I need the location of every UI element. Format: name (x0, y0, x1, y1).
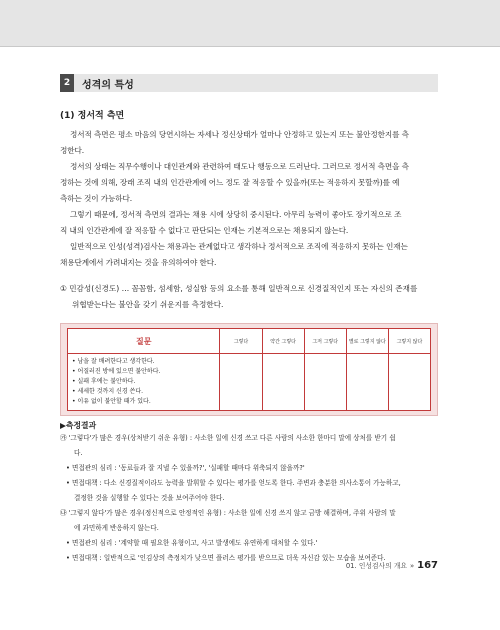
column-header: 그렇다 (220, 329, 262, 354)
result-line: ㉯ '그렇지 않다'가 많은 경우(정신적으로 안정적인 유형) : 사소한 일에 신경 쓰지 않고 금방 해결하며, 주위 사람의 말 (60, 509, 396, 517)
footer-arrow: » (409, 562, 415, 570)
paragraph-line: 그렇기 때문에, 정서적 측면의 결과는 채용 시에 상당히 중시된다. 아무리 능력이 좋아도 장기적으로 조 (70, 210, 402, 219)
question-item: • 어질러진 방에 있으면 불안하다. (72, 368, 161, 375)
question-item: • 이유 없이 불안할 때가 있다. (72, 398, 151, 405)
table-header-row (68, 329, 431, 354)
section-title: 성격의 특성 (82, 79, 134, 91)
section-number: 2 (60, 74, 74, 92)
paragraph-line: 직 내의 인간관계에 잘 적응할 수 없다고 판단되는 인재는 기본적으로는 채용되지 않는다. (60, 226, 349, 235)
questionnaire-box (60, 323, 438, 416)
results-title: ▶측정결과 (60, 421, 97, 430)
result-line: ㉮ '그렇다'가 많은 경우(상처받기 쉬운 유형) : 사소한 일에 신경 쓰고 다른 사람의 사소한 한마디 말에 상처를 받기 쉽 (60, 434, 396, 442)
paragraph-2 (60, 159, 438, 207)
paragraph-line: 정서적 측면은 평소 마음의 당연시하는 자세나 정신상태가 얼마나 안정하고 있는지 또는 불안정한지를 측 (70, 130, 409, 139)
result-bullet: • 면접관의 심리 : '동료들과 잘 지낼 수 있을까?', '실패할 때마다 위축되지 않을까?' (66, 464, 305, 472)
body-paragraphs (60, 127, 438, 271)
result-bullet: • 면접대책 : 일반적으로 '인김상의 측정치가 낮으면 플러스 평가를 받으므로 더욱 자신감 있는 모습을 보여준다. (66, 554, 386, 562)
page-number: 167 (417, 560, 438, 571)
answer-cell[interactable] (388, 354, 430, 411)
paragraph-line: 일반적으로 인성(성격)검사는 채용과는 관계없다고 생각하나 정서적으로 조직에 적응하지 못하는 인재는 (70, 242, 408, 251)
answer-cell[interactable] (220, 354, 262, 411)
question-item: • 남을 잘 배려한다고 생각한다. (72, 358, 155, 365)
page-body (60, 74, 438, 566)
column-header: 그저 그렇다 (304, 329, 346, 354)
result-continuation: 다. (74, 449, 83, 457)
question-header: 질문 (68, 329, 220, 354)
question-items-cell (68, 354, 220, 411)
result-bullet: • 면접관의 심리 : '계약할 때 필요한 유형이고, 사고 발생에도 유연하게 대처할 수 있다.' (66, 539, 318, 547)
result-continuation: 결정한 것을 실행할 수 있다는 것을 보여주어야 한다. (74, 494, 225, 502)
chapter-label: 01. 인성검사의 개요 (345, 562, 407, 570)
result-continuation: 에 과민하게 반응하지 않는다. (74, 524, 159, 532)
sensitivity-item (60, 281, 438, 313)
question-item: • 세세한 것까지 신경 쓴다. (72, 388, 144, 395)
section-heading (60, 74, 438, 92)
answer-cell[interactable] (346, 354, 388, 411)
column-header: 그렇지 않다 (388, 329, 430, 354)
answer-cell[interactable] (304, 354, 346, 411)
item-line: 위협받는다는 불안을 갖기 쉬운지를 측정한다. (72, 300, 224, 309)
top-header-band (0, 0, 500, 47)
table-row (68, 354, 431, 411)
page-footer (346, 560, 438, 571)
answer-cell[interactable] (262, 354, 304, 411)
questionnaire-table (67, 328, 431, 411)
paragraph-line: 측하는 것이 가능하다. (60, 194, 133, 203)
paragraph-line: 채용단계에서 가려내지는 것을 유의하여야 한다. (60, 258, 217, 267)
paragraph-4 (60, 239, 438, 271)
paragraph-1 (60, 127, 438, 159)
paragraph-line: 정서의 상태는 직무수행이나 대인관계와 관련하여 태도나 행동으로 드러난다. 그러므로 정서적 측면을 측 (70, 162, 409, 171)
paragraph-3 (60, 207, 438, 239)
column-header: 별로 그렇지 않다 (346, 329, 388, 354)
column-header: 약간 그렇다 (262, 329, 304, 354)
paragraph-line: 정하는 것에 의해, 장래 조직 내의 인간관계에 어느 정도 잘 적응할 수 있을까(또는 적응하지 못할까)를 예 (60, 178, 400, 187)
paragraph-line: 정한다. (60, 146, 85, 155)
subsection-title: (1) 정서적 측면 (60, 111, 125, 121)
question-item: • 실패 후에는 불안하다. (72, 378, 136, 385)
result-bullet: • 면접대책 : 다소 신경질적이라도 능력을 발휘할 수 있다는 평가를 얻도록 한다. 주변과 충분한 의사소통이 가능하고, (66, 479, 401, 487)
item-line: ① 민감성(신경도) … 꼼꼼함, 섬세함, 성실함 등의 요소를 통해 일반적으로 신경질적인지 또는 자신의 존재를 (60, 284, 418, 293)
